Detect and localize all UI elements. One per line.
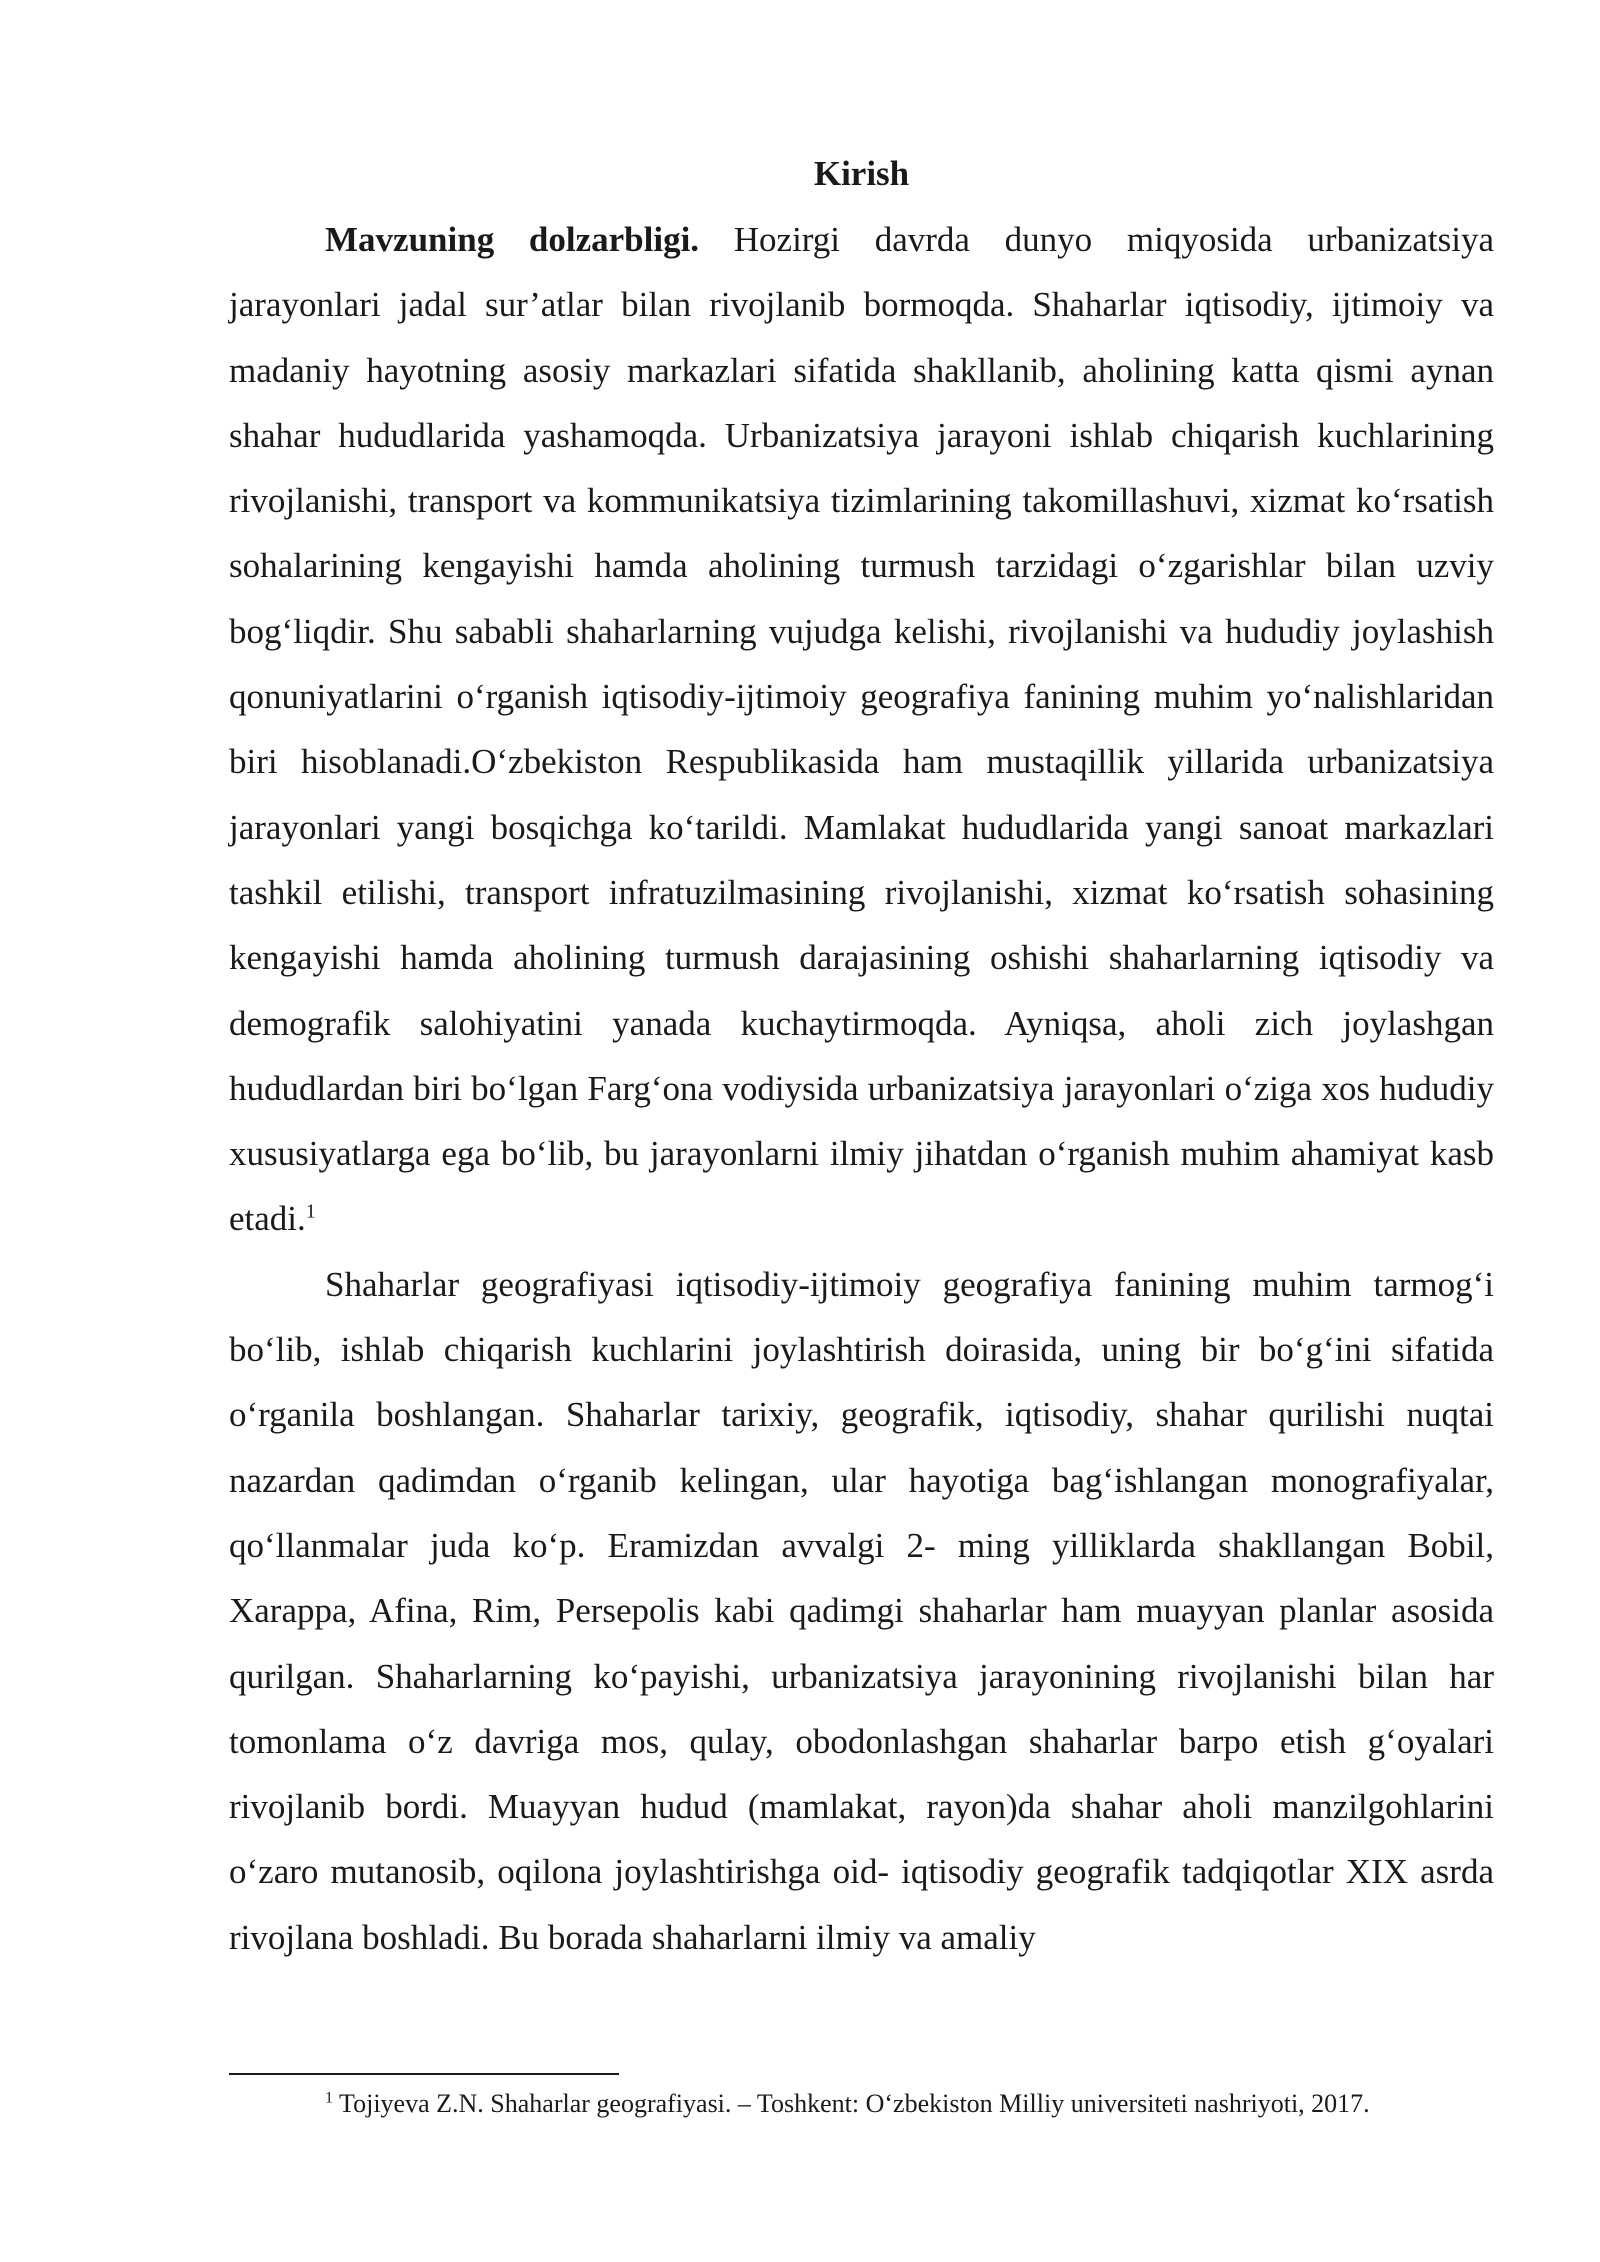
paragraph-text: Hozirgi davrda dunyo miqyosida urbanizatsiya jarayonlari jadal sur’atlar bilan rivojlanib bormoqda. Shaharlar iqtisodiy, ijtimoiy va madaniy hayotning asosiy markazlari sifatida shakllanib, aholining katta qismi aynan shahar hududlarida yashamoqda. Urbanizatsiya jarayoni ishlab chiqarish kuchlarining rivojlanishi, transport va kommunikatsiya tizimlarining takomillashuvi, xizmat ko‘rsatish sohalarining kengayishi hamda aholining turmush tarzidagi o‘zgarishlar bilan uzviy bog‘liqdir. Shu sababli shaharlarning vujudga kelishi, rivojlanishi va hududiy joylashish qonuniyatlarini o‘rganish iqtisodiy-ijtimoiy geografiya fanining muhim yo‘nalishlaridan biri hisoblanadi.O‘zbekiston Respublikasida ham mustaqillik yillarida urbanizatsiya jarayonlari yangi bosqichga ko‘tarildi. Mamlakat hududlarida yangi sanoat markazlari tashkil etilishi, transport infratuzilmasining rivojlanishi, xizmat ko‘rsatish sohasining kengayishi hamda aholining turmush darajasining oshishi shaharlarning iqtisodiy va demografik salohiyatini yanada kuchaytirmoqda. Ayniqsa, aholi zich joylashgan hududlardan biri bo‘lgan Farg‘ona vodiysida urbanizatsiya jarayonlari o‘ziga xos hududiy xususiyatlarga ega bo‘lib, bu jarayonlarni ilmiy jihatdan o‘rganish muhim ahamiyat kasb etadi. <box>229 220 1494 1239</box>
footnote-divider <box>229 2073 619 2075</box>
paragraph-1 <box>229 207 1494 1252</box>
footnote-text: Tojiyeva Z.N. Shaharlar geografiyasi. – Toshkent: O‘zbekiston Milliy universiteti nashriyoti, 2017. <box>333 2089 1370 2118</box>
paragraph-2 <box>229 1252 1494 1970</box>
page-title: Kirish <box>813 154 910 193</box>
footnote <box>229 2086 1494 2122</box>
footnote-number: 1 <box>325 2089 333 2107</box>
paragraph-text: Shaharlar geografiyasi iqtisodiy-ijtimoiy geografiya fanining muhim tarmog‘i bo‘lib, ishlab chiqarish kuchlarini joylashtirish doirasida, uning bir bo‘g‘ini sifatida o‘rganila boshlangan. Shaharlar tarixiy, geografik, iqtisodiy, shahar qurilishi nuqtai nazardan qadimdan o‘rganib kelingan, ular hayotiga bag‘ishlangan monografiyalar, qo‘llanmalar juda ko‘p. Eramizdan avvalgi 2- ming yilliklarda shakllangan Bobil, Xarappa, Afina, Rim, Persepolis kabi qadimgi shaharlar ham muayyan planlar asosida qurilgan. Shaharlarning ko‘payishi, urbanizatsiya jarayonining rivojlanishi bilan har tomonlama o‘z davriga mos, qulay, obodonlashgan shaharlar barpo etish g‘oyalari rivojlanib bordi. Muayyan hudud (mamlakat, rayon)da shahar aholi manzilgohlarini o‘zaro mutanosib, oqilona joylashtirishga oid- iqtisodiy geografik tadqiqotlar XIX asrda rivojlana boshladi. Bu borada shaharlarni ilmiy va amaliy <box>229 1264 1494 1957</box>
footnote-reference: 1 <box>305 1200 316 1223</box>
paragraph-lead: Mavzuning dolzarbligi. <box>325 220 700 259</box>
body-text <box>229 207 1494 1970</box>
